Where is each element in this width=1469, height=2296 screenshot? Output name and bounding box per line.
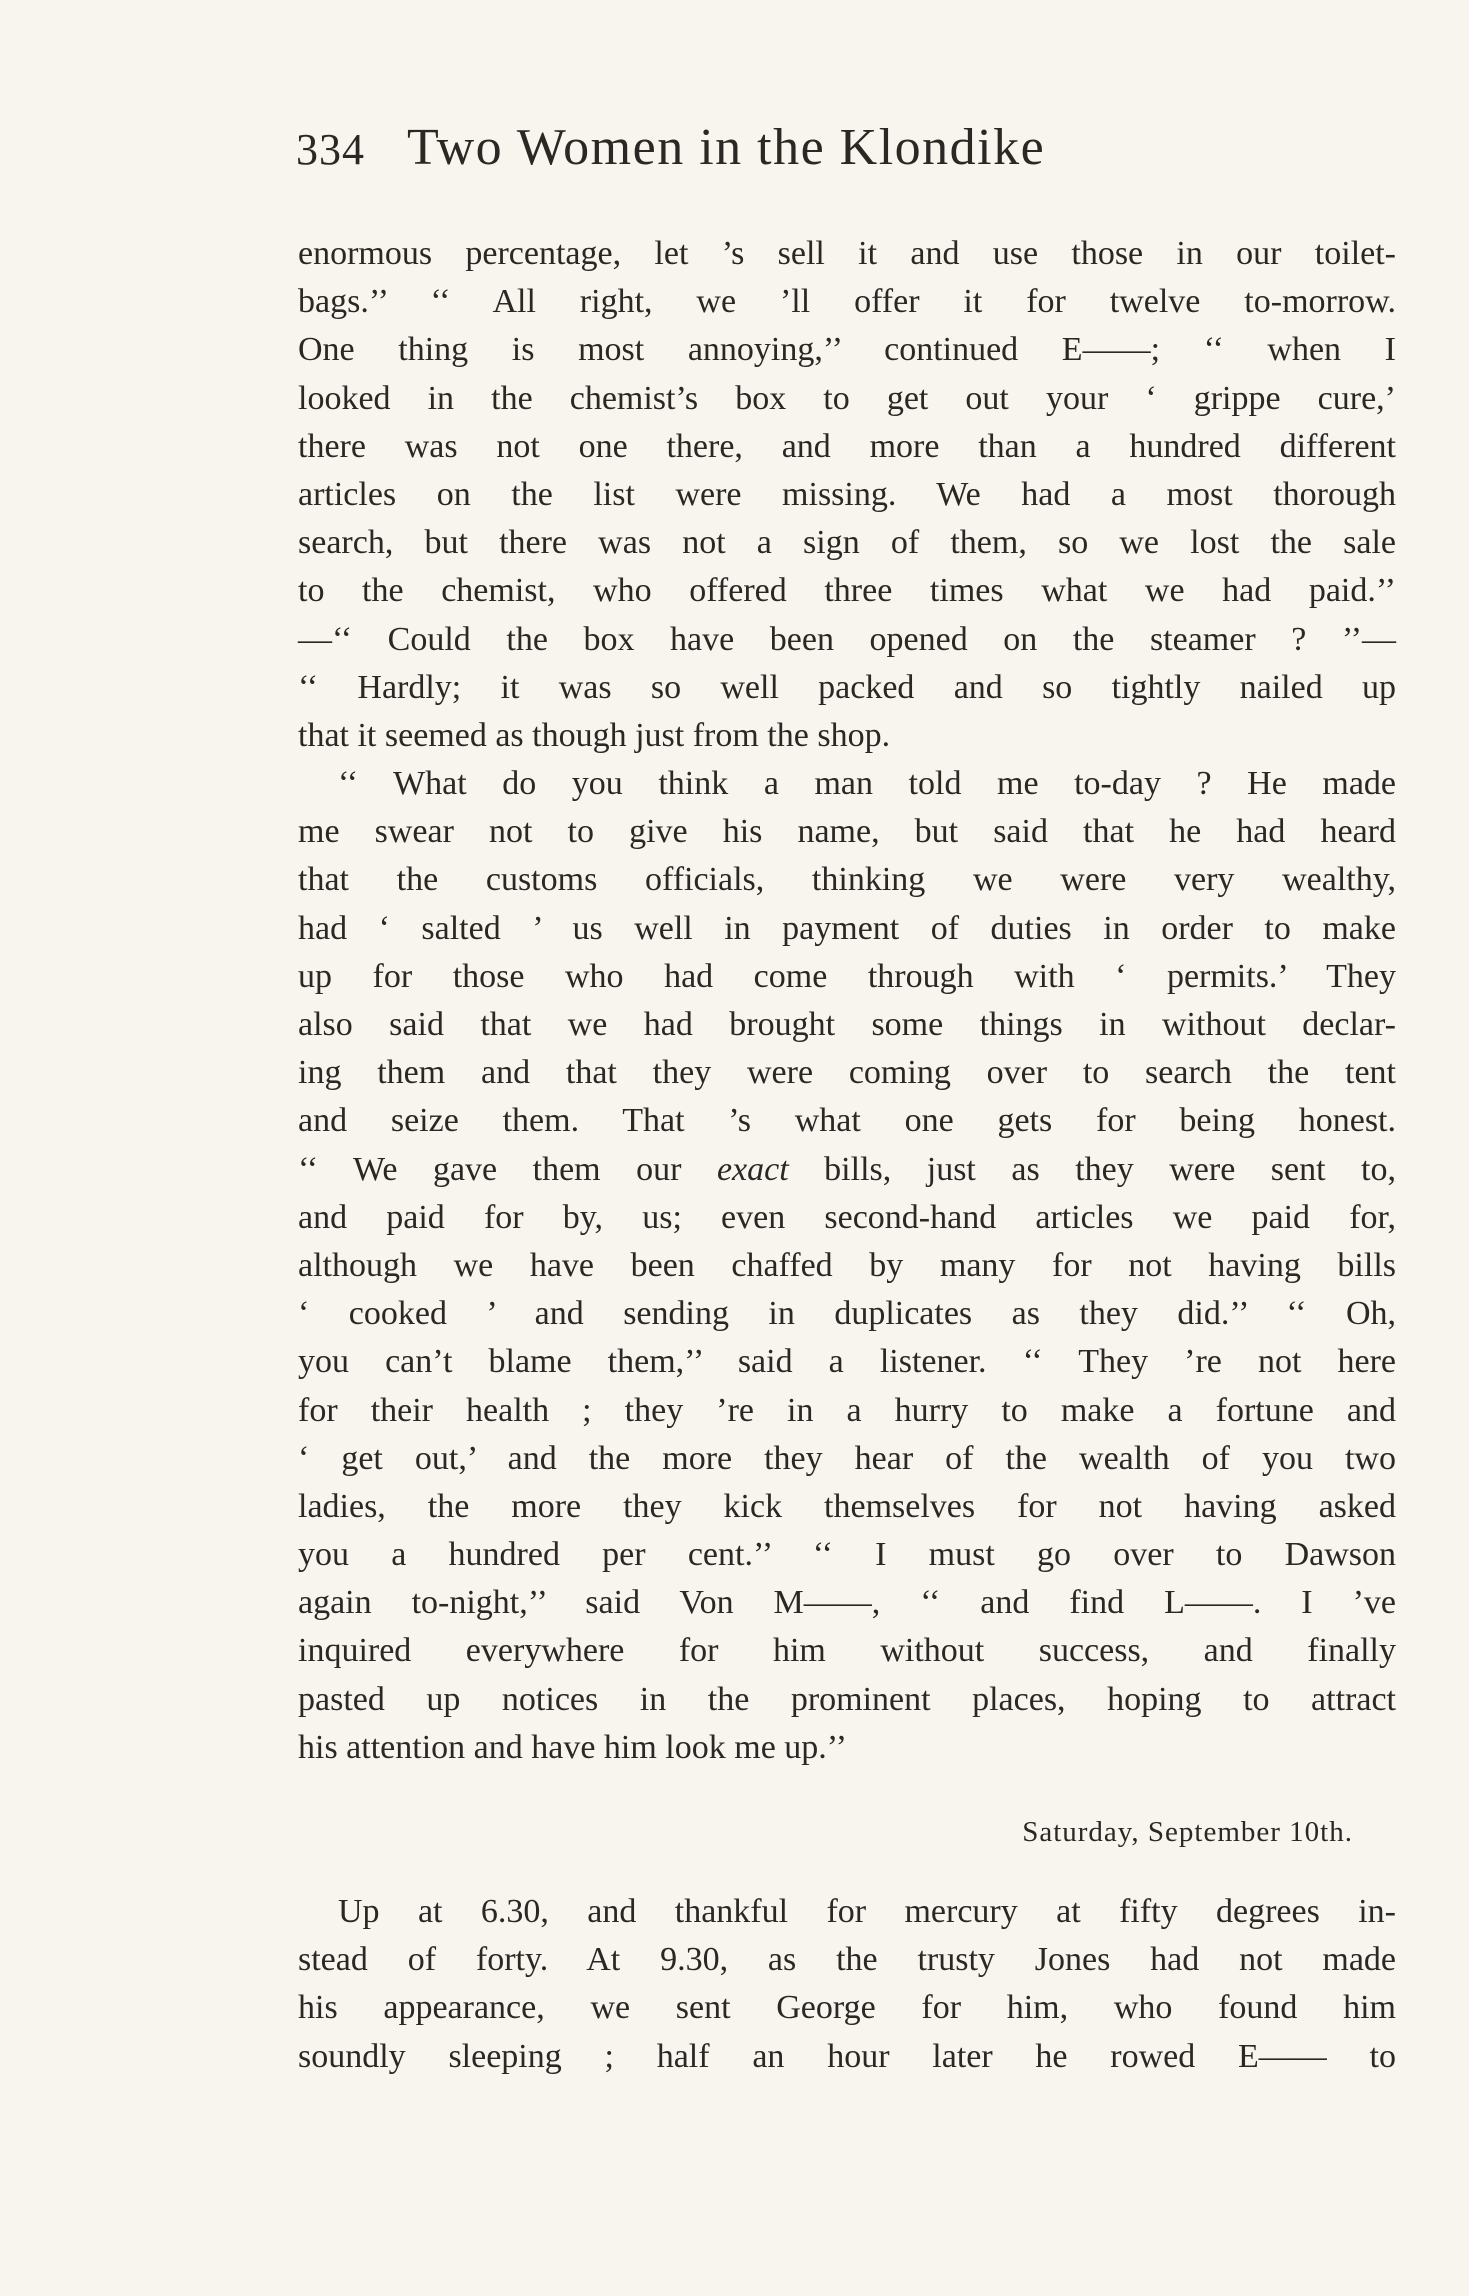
text-line: ‘ cooked ’ and sending in duplicates as they did.’’ ‘‘ Oh, <box>298 1295 1396 1333</box>
text-line: ‘ get out,’ and the more they hear of the wealth of you two <box>298 1439 1396 1477</box>
text-line: Up at 6.30, and thankful for mercury at fifty degrees in- <box>338 1893 1396 1930</box>
body-text-continued <box>298 1888 1396 2081</box>
text-line: search, but there was not a sign of them, so we lost the sale <box>298 524 1396 562</box>
text-line: that it seemed as though just from the shop. <box>298 716 891 754</box>
text-line: that the customs officials, thinking we were very wealthy, <box>298 861 1396 899</box>
emphasis-exact: exact <box>716 1150 789 1188</box>
text-line: me swear not to give his name, but said that he had heard <box>298 813 1396 851</box>
body-text <box>298 230 1396 1772</box>
text-fragment: ‘‘ We gave them our <box>298 1150 717 1188</box>
text-line: again to-night,’’ said Von M——, ‘‘ and find L——. I ’ve <box>298 1584 1396 1622</box>
text-line: you can’t blame them,’’ said a listener. ‘‘ They ’re not here <box>298 1343 1396 1381</box>
text-line: there was not one there, and more than a hundred different <box>298 427 1396 465</box>
text-line: his attention and have him look me up.’’ <box>298 1728 847 1766</box>
text-line-exact <box>298 1146 1396 1194</box>
text-line: —‘‘ Could the box have been opened on the steamer ? ’’— <box>298 620 1396 658</box>
text-line: enormous percentage, let ’s sell it and use those in our toilet- <box>298 235 1396 272</box>
text-line: you a hundred per cent.’’ ‘‘ I must go over to Dawson <box>298 1536 1396 1574</box>
text-line: his appearance, we sent George for him, who found him <box>298 1989 1396 2027</box>
text-line: up for those who had come through with ‘ permits.’ They <box>298 957 1396 995</box>
text-line: and seize them. That ’s what one gets for being honest. <box>298 1102 1396 1140</box>
text-line: ladies, the more they kick themselves for not having asked <box>298 1487 1396 1525</box>
text-line: ‘‘ Hardly; it was so well packed and so tightly nailed up <box>298 668 1396 706</box>
text-line: stead of forty. At 9.30, as the trusty Jones had not made <box>298 1941 1396 1979</box>
text-line: One thing is most annoying,’’ continued E——; ‘‘ when I <box>298 331 1396 369</box>
text-line: ‘‘ What do you think a man told me to-day ? He made <box>338 765 1396 803</box>
dateline: Saturday, September 10th. <box>1022 1816 1353 1848</box>
text-line: ing them and that they were coming over to search the tent <box>298 1054 1396 1092</box>
text-line: inquired everywhere for him without success, and finally <box>298 1632 1396 1670</box>
text-line: looked in the chemist’s box to get out your ‘ grippe cure,’ <box>298 379 1396 417</box>
text-fragment: bills, just as they were sent to, <box>788 1150 1396 1188</box>
text-line: although we have been chaffed by many for not having bills <box>298 1246 1396 1284</box>
text-line: for their health ; they ’re in a hurry to make a fortune and <box>298 1391 1396 1429</box>
text-line: and paid for by, us; even second-hand articles we paid for, <box>298 1198 1396 1236</box>
text-line: to the chemist, who offered three times what we had paid.’’ <box>298 572 1396 610</box>
text-line: soundly sleeping ; half an hour later he rowed E—— to <box>298 2037 1396 2075</box>
running-head <box>296 118 1396 188</box>
text-line: had ‘ salted ’ us well in payment of duties in order to make <box>298 909 1396 947</box>
text-line: pasted up notices in the prominent places, hoping to attract <box>298 1680 1396 1718</box>
page-number: 334 <box>296 125 365 174</box>
book-title: Two Women in the Klondike <box>407 119 1046 176</box>
text-line: also said that we had brought some things in without declar- <box>298 1006 1396 1043</box>
text-line: bags.’’ ‘‘ All right, we ’ll offer it for twelve to-morrow. <box>298 283 1396 321</box>
text-line: articles on the list were missing. We had a most thorough <box>298 475 1396 513</box>
